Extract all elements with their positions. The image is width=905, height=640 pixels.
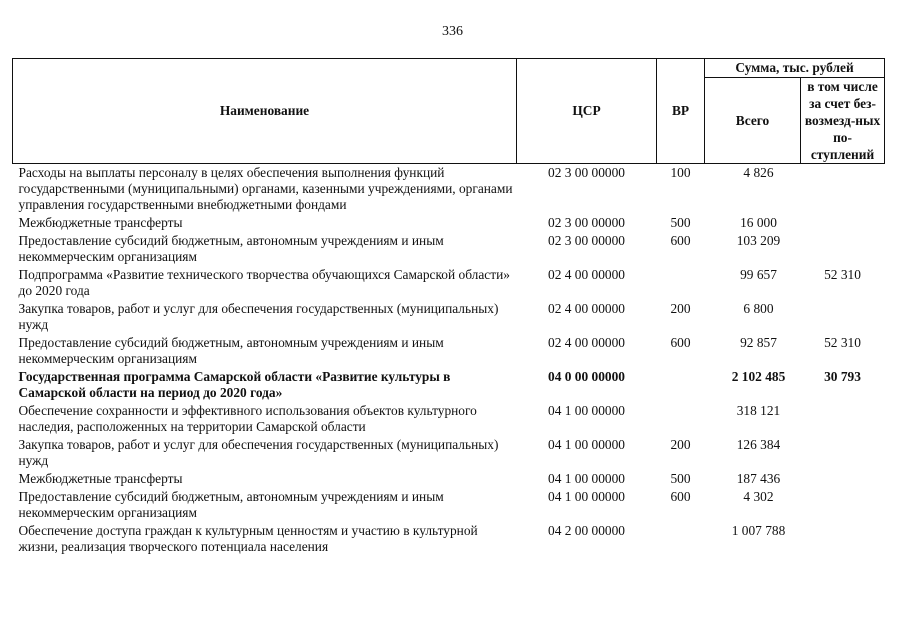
table-row xyxy=(13,470,885,488)
row-csr: 02 4 00 00000 xyxy=(548,267,625,282)
header-incl: в том числе за счет без-возмезд-ных по-ступлений xyxy=(801,78,885,164)
row-vr: 100 xyxy=(670,165,691,180)
budget-table xyxy=(12,58,885,556)
row-incl xyxy=(801,214,885,232)
row-name: Обеспечение сохранности и эффективного использования объектов культурного наследия, расположенных на территории Самарской области xyxy=(18,403,477,434)
row-csr: 02 4 00 00000 xyxy=(548,301,625,316)
row-name: Подпрограмма «Развитие технического творчества обучающихся Самарской области» до 2020 года xyxy=(18,267,510,298)
row-name: Государственная программа Самарской области «Развитие культуры в Самарской области на период до 2020 года» xyxy=(18,369,451,400)
row-incl xyxy=(801,164,885,215)
table-row xyxy=(13,488,885,522)
row-csr: 02 3 00 00000 xyxy=(548,233,625,248)
row-incl xyxy=(801,470,885,488)
row-csr: 02 3 00 00000 xyxy=(548,165,625,180)
row-total: 4 826 xyxy=(743,165,774,180)
row-vr: 500 xyxy=(670,471,691,486)
row-incl: 52 310 xyxy=(824,335,861,350)
row-vr: 600 xyxy=(670,489,691,504)
row-incl xyxy=(801,300,885,334)
row-csr: 04 1 00 00000 xyxy=(548,437,625,452)
table-row xyxy=(13,368,885,402)
table-row xyxy=(13,522,885,556)
table-row xyxy=(13,214,885,232)
row-vr xyxy=(657,266,705,300)
table-row xyxy=(13,266,885,300)
row-incl xyxy=(801,232,885,266)
row-incl: 52 310 xyxy=(824,267,861,282)
row-name: Обеспечение доступа граждан к культурным ценностям и участию в культурной жизни, реализация творческого потенциала населения xyxy=(18,523,478,554)
row-vr: 500 xyxy=(670,215,691,230)
row-incl xyxy=(801,436,885,470)
row-vr: 600 xyxy=(670,335,691,350)
row-name: Межбюджетные трансферты xyxy=(18,471,183,486)
row-vr: 200 xyxy=(670,301,691,316)
row-total: 103 209 xyxy=(736,233,781,248)
row-vr: 200 xyxy=(670,437,691,452)
row-name: Закупка товаров, работ и услуг для обеспечения государственных (муниципальных) нужд xyxy=(18,301,499,332)
row-vr: 600 xyxy=(670,233,691,248)
row-total: 16 000 xyxy=(740,215,777,230)
row-csr: 04 1 00 00000 xyxy=(548,471,625,486)
page-number: 336 xyxy=(442,24,463,39)
row-incl xyxy=(801,522,885,556)
header-sum-title: Сумма, тыс. рублей xyxy=(705,59,885,78)
table-row xyxy=(13,232,885,266)
table-row xyxy=(13,164,885,215)
row-name: Закупка товаров, работ и услуг для обеспечения государственных (муниципальных) нужд xyxy=(18,437,499,468)
table-row xyxy=(13,402,885,436)
row-incl xyxy=(801,402,885,436)
table-row xyxy=(13,334,885,368)
table-row xyxy=(13,436,885,470)
row-total: 187 436 xyxy=(736,471,781,486)
row-name: Предоставление субсидий бюджетным, автономным учреждениям и иным некоммерческим организациям xyxy=(18,233,444,264)
row-csr: 04 2 00 00000 xyxy=(548,523,625,538)
row-total: 99 657 xyxy=(740,267,777,282)
row-name: Расходы на выплаты персоналу в целях обеспечения выполнения функций государственными (муниципальными) органами, казенными учреждениями, органами управления государственными внебюджетными фондами xyxy=(18,165,513,212)
header-name: Наименование xyxy=(13,59,517,164)
header-total: Всего xyxy=(705,78,801,164)
row-vr xyxy=(657,522,705,556)
row-total: 1 007 788 xyxy=(731,523,786,538)
row-csr: 04 1 00 00000 xyxy=(548,403,625,418)
row-total: 92 857 xyxy=(740,335,777,350)
row-csr: 02 4 00 00000 xyxy=(548,335,625,350)
row-csr: 04 1 00 00000 xyxy=(548,489,625,504)
table-row xyxy=(13,300,885,334)
row-total: 318 121 xyxy=(736,403,781,418)
row-name: Предоставление субсидий бюджетным, автономным учреждениям и иным некоммерческим организациям xyxy=(18,489,444,520)
row-csr: 02 3 00 00000 xyxy=(548,215,625,230)
row-csr: 04 0 00 00000 xyxy=(548,369,625,384)
row-total: 126 384 xyxy=(736,437,781,452)
row-total: 4 302 xyxy=(743,489,774,504)
header-csr: ЦСР xyxy=(517,59,657,164)
row-name: Предоставление субсидий бюджетным, автономным учреждениям и иным некоммерческим организациям xyxy=(18,335,444,366)
header-vr: ВР xyxy=(657,59,705,164)
row-name: Межбюджетные трансферты xyxy=(18,215,183,230)
row-incl xyxy=(801,488,885,522)
row-vr xyxy=(657,368,705,402)
row-vr xyxy=(657,402,705,436)
row-total: 2 102 485 xyxy=(731,369,786,384)
row-total: 6 800 xyxy=(743,301,774,316)
row-incl: 30 793 xyxy=(824,369,861,384)
